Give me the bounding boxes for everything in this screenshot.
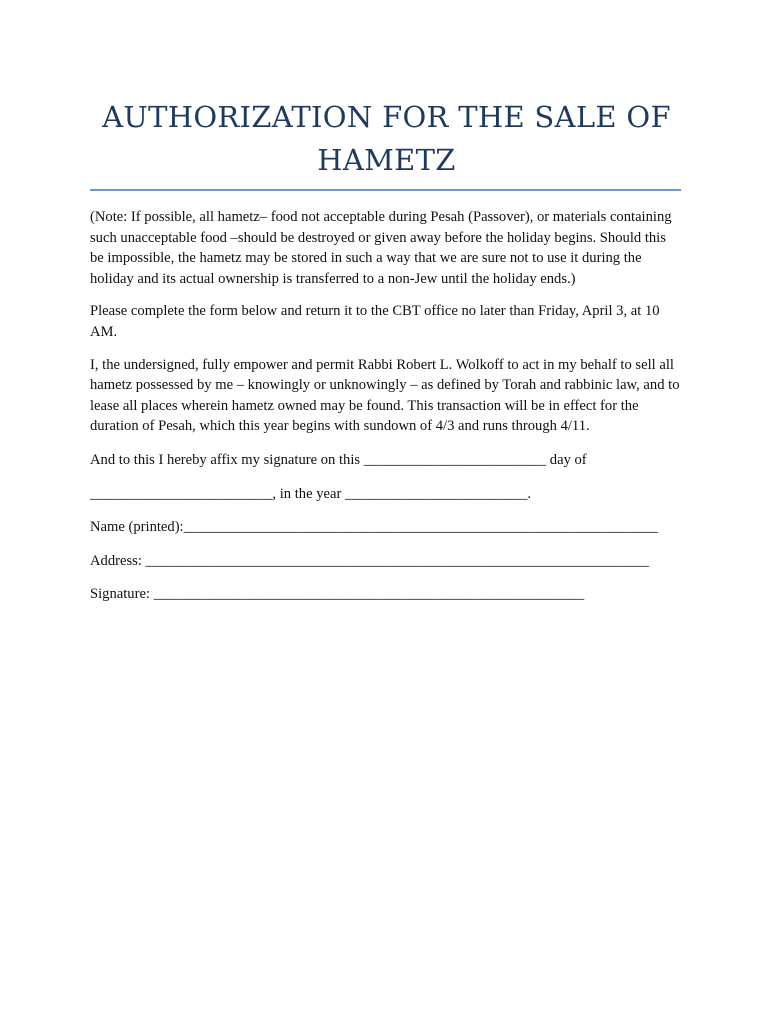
title-divider	[90, 189, 681, 191]
document-title	[90, 96, 681, 182]
instructions-paragraph: Please complete the form below and return it to the CBT office no later than Friday, April 3, at 10 AM.	[90, 303, 660, 340]
address-field[interactable]: Address: _____________________________________________________________________	[90, 552, 650, 569]
title-line-1: AUTHORIZATION FOR THE SALE OF	[102, 100, 671, 134]
signature-field[interactable]: Signature: ___________________________________________________________	[90, 586, 585, 603]
authorization-paragraph: I, the undersigned, fully empower and permit Rabbi Robert L. Wolkoff to act in my behalf to sell all hametz possessed by me – knowingly or unknowingly – as defined by Torah and rabbinic law, and to lease all places wherein hametz owned may be found. This transaction will be in effect for the duration of Pesah, which this year begins with sundown of 4/3 and runs through 4/11.	[90, 356, 680, 435]
note-paragraph: (Note: If possible, all hametz– food not acceptable during Pesah (Passover), or materials containing such unacceptable food –should be destroyed or given away before the holiday begins. Should this be impossible, the hametz may be stored in such a way that we are sure not to use it during the holiday and its actual ownership is transferred to a non-Jew until the holiday ends.)	[90, 209, 672, 287]
name-printed-field[interactable]: Name (printed):_________________________________________________________________	[90, 519, 658, 536]
title-line-2: HAMETZ	[317, 143, 456, 177]
affix-signature-line[interactable]: And to this I hereby affix my signature on this _________________________ day of	[90, 451, 587, 468]
year-line[interactable]: _________________________, in the year _________________________.	[90, 485, 532, 502]
